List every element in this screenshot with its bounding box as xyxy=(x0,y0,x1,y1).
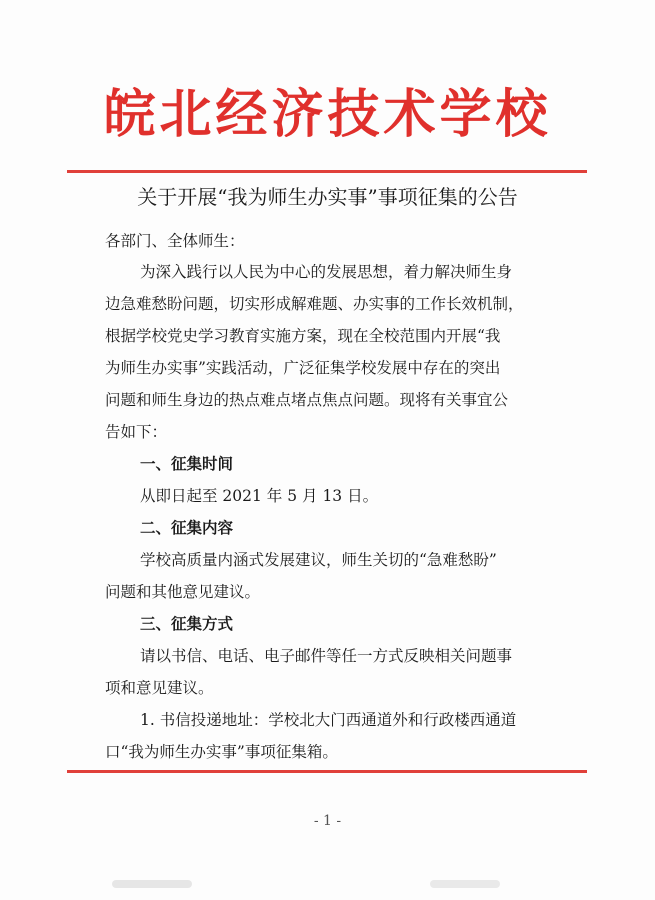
section-line: 学校高质量内涵式发展建议，师生关切的“急难愁盼” xyxy=(140,551,497,569)
blurred-footer-mark xyxy=(430,880,500,888)
footer-red-rule xyxy=(67,770,587,773)
section-heading-time: 一、征集时间 xyxy=(140,455,234,473)
intro-line: 为师生办实事”实践活动，广泛征集学校发展中存在的突出 xyxy=(105,359,501,377)
blurred-footer-mark xyxy=(112,880,192,888)
notice-title: 关于开展“我为师生办实事”事项征集的公告 xyxy=(137,185,518,209)
section-line: 问题和其他意见建议。 xyxy=(105,583,261,601)
section-line: 1. 书信投递地址：学校北大门西通道外和行政楼西通道 xyxy=(140,711,517,729)
intro-line: 告如下： xyxy=(105,423,168,441)
salutation: 各部门、全体师生： xyxy=(105,232,245,250)
intro-line: 问题和师生身边的热点难点堵点焦点问题。现将有关事宜公 xyxy=(105,391,509,409)
page-number: - 1 - xyxy=(313,813,342,829)
section-line: 口“我为师生办实事”事项征集箱。 xyxy=(105,743,338,761)
letterhead-top-rule xyxy=(67,170,587,173)
section-line: 项和意见建议。 xyxy=(105,679,214,697)
intro-line: 根据学校党史学习教育实施方案，现在全校范围内开展“我 xyxy=(105,327,501,345)
section-heading-content: 二、征集内容 xyxy=(140,519,234,537)
section-heading-method: 三、征集方式 xyxy=(140,615,234,633)
section-line: 从即日起至 2021 年 5 月 13 日。 xyxy=(140,487,379,505)
school-letterhead: 皖北经济技术学校 xyxy=(103,84,552,145)
section-line: 请以书信、电话、电子邮件等任一方式反映相关问题事 xyxy=(140,647,513,665)
intro-line: 边急难愁盼问题，切实形成解难题、办实事的工作长效机制， xyxy=(105,295,524,313)
intro-line: 为深入践行以人民为中心的发展思想，着力解决师生身 xyxy=(140,263,513,281)
